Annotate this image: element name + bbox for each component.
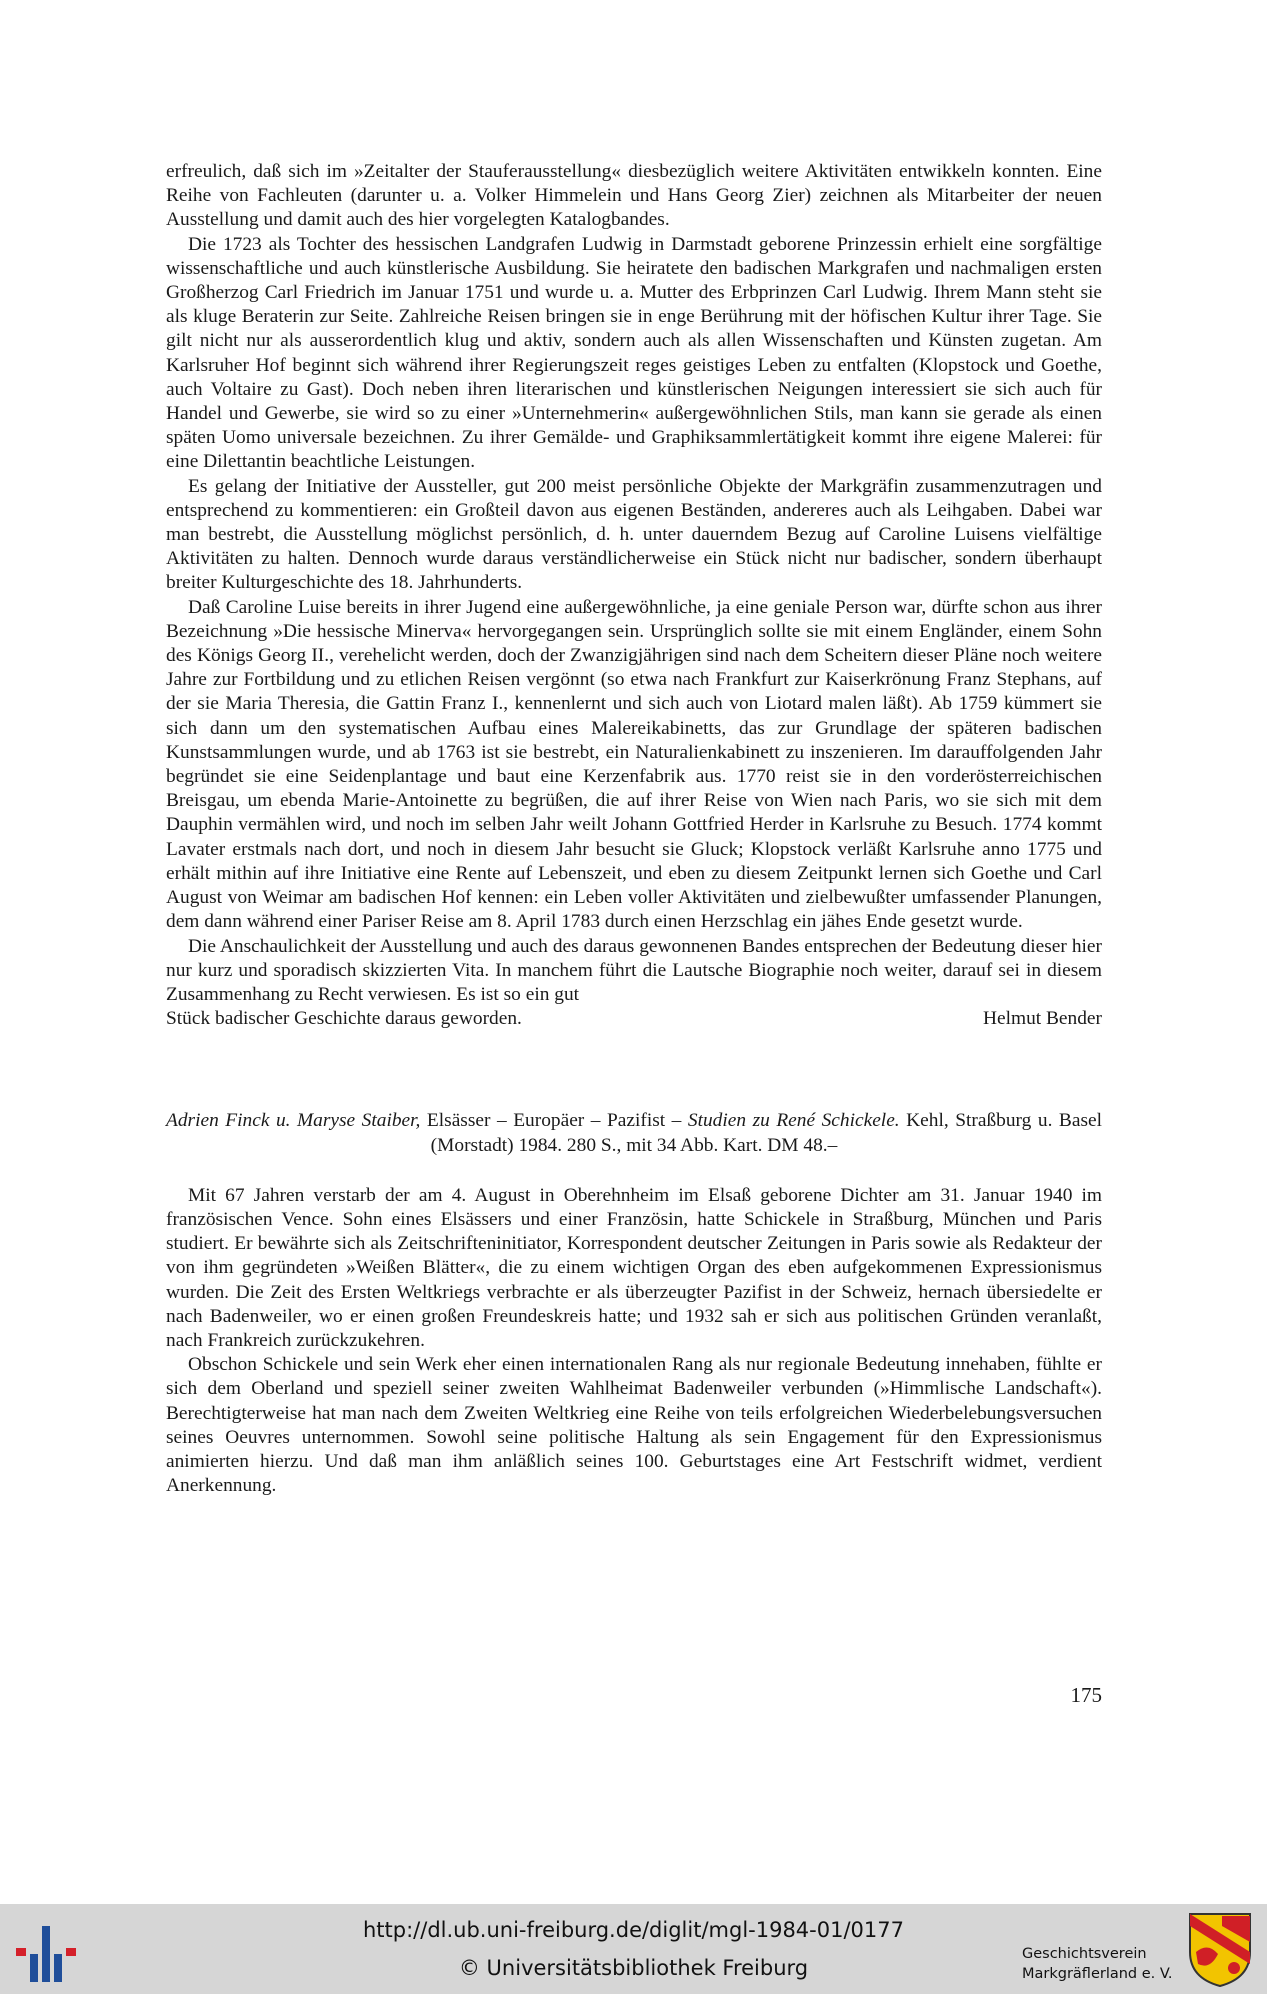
copyright-text: © Universitätsbibliothek Freiburg (458, 1956, 809, 1980)
review1-closing-line (166, 1007, 1102, 1031)
review1-paragraph-4: Daß Caroline Luise bereits in ihrer Jugend eine außergewöhnliche, ja eine geniale Person war, dürfte schon aus ihrer Bezeichnung »Die hessische Minerva« hervorgegangen sein. Ursprünglich sollte sie mit einem Engländer, einem Sohn des Königs Georg II., verehelicht werden, doch der Zwanzigjährigen sind nach dem Scheitern dieser Pläne noch weitere Jahre zur Fortbildung und zu etlichen Reisen vergönnt (so etwa nach Frankfurt zur Kaiserkrönung Franz Stephans, auf der sie Maria Theresia, die Gattin Franz I., kennenlernt und sich auch von Liotard malen läßt). Ab 1759 kümmert sie sich dann um den systematischen Aufbau eines Malereikabinetts, das zur Grundlage der späteren badischen Kunstsammlungen wurde, und ab 1763 ist sie bestrebt, ein Naturalienkabinett zu inszenieren. Im darauffolgenden Jahr begründet sie eine Seidenplantage und baut eine Kerzenfabrik aus. 1770 reist sie in den vorderösterreichischen Breisgau, um ebenda Marie-Antoinette zu begrüßen, die auf ihrer Reise von Wien nach Paris, wo sie sich mit dem Dauphin vermählen wird, und noch im selben Jahr weilt Johann Gottfried Herder in Karlsruhe zu Besuch. 1774 kommt Lavater erstmals nach dort, und noch in diesem Jahr besucht sie Gluck; Klopstock verläßt Karlsruhe anno 1775 und erhält mithin auf ihre Initiative eine Rente auf Lebenszeit, und eben zu diesem Zeitpunkt lernen sich Goethe und Carl August von Weimar am badischen Hof kennen: ein Leben voller Aktivitäten und zielbewußter umfassender Planungen, dem dann während einer Pariser Reise am 8. April 1783 durch einen Herzschlag ein jähes Ende gesetzt wurde. (166, 596, 1102, 933)
review2-publication: Kehl, Straßburg u. Basel (Morstadt) 1984. 280 S., mit 34 Abb. Kart. DM 48.– (430, 1110, 1103, 1156)
review2-heading (166, 1109, 1102, 1157)
footer-bar (0, 1904, 1267, 1994)
review1-paragraph-3: Es gelang der Initiative der Aussteller, gut 200 meist persönliche Objekte der Markgräfin zusammenzutragen und entsprechend zu kommentieren: ein Großteil davon aus eigenen Beständen, andereres auch als Leihgaben. Dabei war man bestrebt, die Ausstellung möglichst persönlich, d. h. unter dauerndem Bezug auf Caroline Luisens vielfältige Aktivitäten zu halten. Dennoch wurde daraus verständlicherweise ein Stück nicht nur badischer, sondern überhaupt breiter Kulturgeschichte des 18. Jahrhunderts. (166, 475, 1102, 594)
review1-paragraph-5: Die Anschaulichkeit der Ausstellung und auch des daraus gewonnenen Bandes entsprechen der Bedeutung dieser hier nur kurz und sporadisch skizzierten Vita. In manchem führt die Lautsche Biographie noch weiter, darauf sei in diesem Zusammenhang zu Recht verwiesen. Es ist so ein gut (166, 935, 1102, 1005)
coat-of-arms-icon (1188, 1912, 1252, 1988)
review2-paragraph-2: Obschon Schickele und sein Werk eher einen internationalen Rang als nur regionale Bedeutung innehaben, fühlte er sich dem Oberland und speziell seiner zweiten Wahlheimat Badenweiler verbunden (»Himmlische Landschaft«). Berechtigterweise hat man nach dem Zweiten Weltkrieg eine Reihe von teils erfolgreichen Wiederbelebungsversuchen seines Oeuvres unternommen. Sowohl seine politische Haltung als sein Engagement für den Expressionismus animierten hierzu. Und daß man ihm anläßlich seines 100. Geburtstages eine Art Festschrift widmet, verdient Anerkennung. (166, 1354, 1102, 1497)
review2-book-title: Studien zu René Schickele. (687, 1110, 900, 1132)
review2-subtitle: Elsässer – Europäer – Pazifist – (420, 1110, 688, 1132)
review1-paragraph-1: erfreulich, daß sich im »Zeitalter der Stauferausstellung« diesbezüglich weitere Aktivitäten entwikkeln konnten. Eine Reihe von Fachleuten (darunter u. a. Volker Himmelein und Hans Georg Zier) zeichnen als Mitarbeiter der neuen Ausstellung und damit auch des hier vorgelegten Katalogbandes. (166, 161, 1102, 231)
review2-paragraph-1: Mit 67 Jahren verstarb der am 4. August in Oberehnheim im Elsaß geborene Dichter am 31. Januar 1940 im französischen Vence. Sohn eines Elsässers und einer Französin, hatte Schickele in Straßburg, München und Paris studiert. Er bewährte sich als Zeitschrifteninitiator, Korrespondent deutscher Zeitungen in Paris sowie als Redakteur der von ihm gegründeten »Weißen Blätter«, die zu einem wichtigen Organ des eben aufgekommenen Expressionismus wurden. Die Zeit des Ersten Weltkriegs verbrachte er als überzeugter Pazifist in der Schweiz, hernach übersiedelte er nach Badenweiler, wo er einen großen Freundeskreis hatte; und 1932 sah er sich aus politischen Gründen veranlaßt, nach Frankreich zurückzukehren. (166, 1184, 1102, 1351)
review1-last-line: Stück badischer Geschichte daraus geworden. (166, 1008, 522, 1030)
page-number: 175 (1070, 1683, 1102, 1707)
society-line-2: Markgräflerland e. V. (1022, 1966, 1173, 1982)
review1-paragraph-2: Die 1723 als Tochter des hessischen Landgrafen Ludwig in Darmstadt geborene Prinzessin erhielt eine sorgfältige wissenschaftliche und auch künstlerische Ausbildung. Sie heiratete den badischen Markgrafen und nachmaligen ersten Großherzog Carl Friedrich im Januar 1751 und wurde u. a. Mutter des Erbprinzen Carl Ludwig. Ihrem Mann steht sie als kluge Beraterin zur Seite. Zahlreiche Reisen bringen sie in enge Berührung mit der höfischen Kultur ihrer Tage. Sie gilt nicht nur als ausserordentlich klug und aktiv, sondern auch als allen Wissenschaften und Künsten zugetan. Am Karlsruher Hof beginnt sich während ihrer Regierungszeit reges geistiges Leben zu entfalten (Klopstock und Goethe, auch Voltaire zu Gast). Doch neben ihren literarischen und künstlerischen Neigungen interessiert sie sich auch für Handel und Gewerbe, sie wird so zu einer »Unternehmerin« außergewöhnlichen Stils, man kann sie gerade als einen späten Uomo universale bezeichnen. Zu ihrer Gemälde- und Graphiksammlertätigkeit kommt ihre eigene Malerei: für eine Dilettantin beachtliche Leistungen. (166, 233, 1102, 473)
document-url-link[interactable]: http://dl.ub.uni-freiburg.de/diglit/mgl-1984-01/0177 (362, 1918, 904, 1942)
society-line-1: Geschichtsverein (1022, 1946, 1147, 1962)
review2-authors: Adrien Finck u. Maryse Staiber, (166, 1110, 421, 1132)
page-content (166, 160, 1102, 1498)
society-name (1022, 1944, 1173, 1984)
reviewer-name: Helmut Bender (982, 1008, 1102, 1030)
